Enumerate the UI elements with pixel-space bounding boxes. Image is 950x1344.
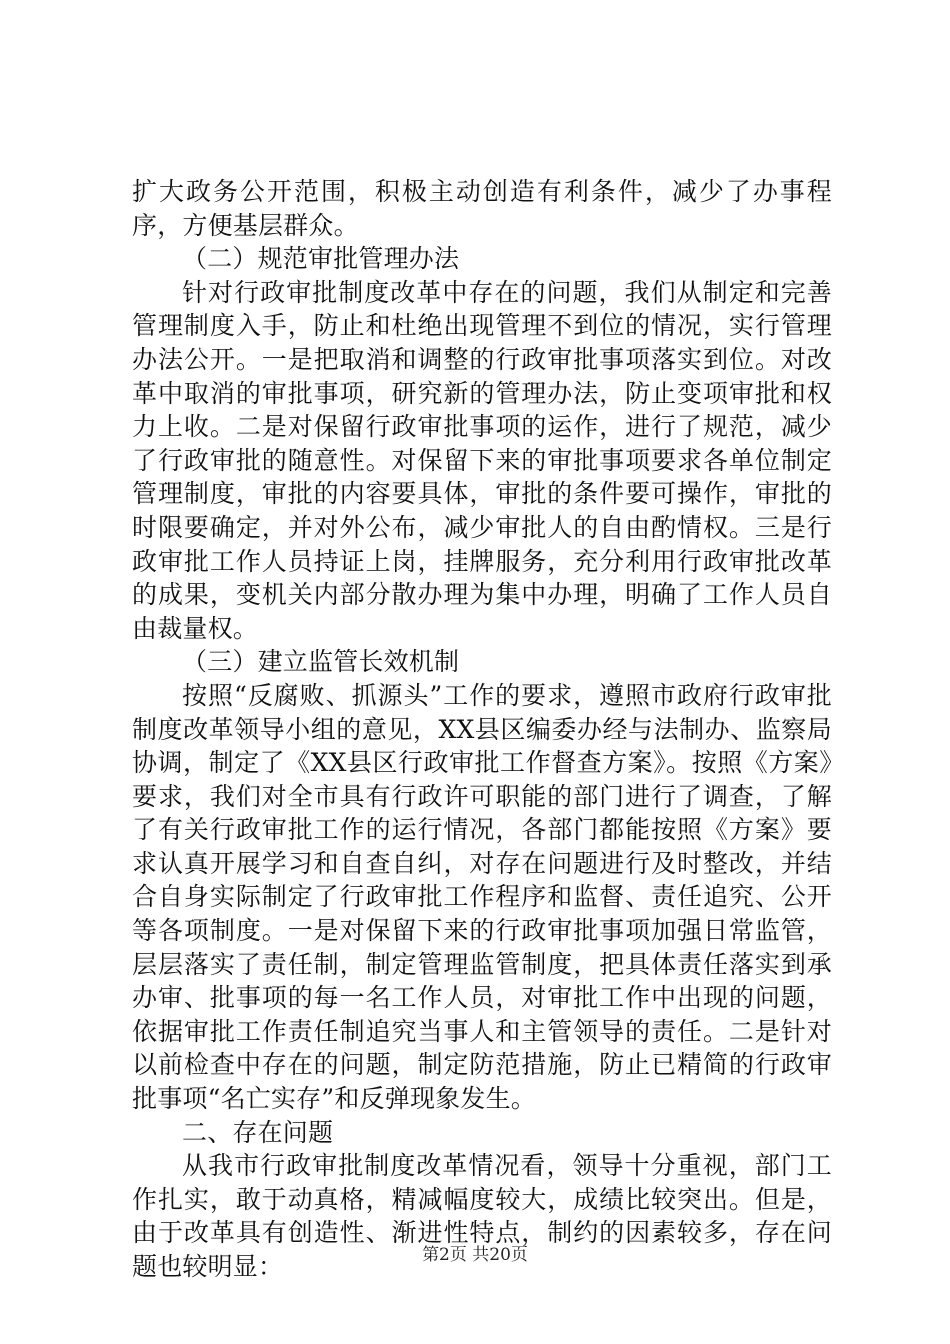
page-number-footer: 第2页 共20页 [422,1245,528,1265]
section-heading-problems: 二、存在问题 [182,1117,334,1147]
paragraph-continuation: 扩大政务公开范围，积极主动创造有利条件，减少了办事程序，方便基层群众。 [132,177,832,240]
document-body [132,175,832,1284]
paragraph-problems-intro: 从我市行政审批制度改革情况看，领导十分重视，部门工作扎实，敢于动真格，精减幅度较大，成绩比较突出。但是，由于改革具有创造性、渐进性特点，制约的因素较多，存在问题也较明显： [132,1151,832,1281]
section-heading-2: （二）规范审批管理办法 [182,244,460,274]
paragraph-approval-management: 针对行政审批制度改革中存在的问题，我们从制定和完善管理制度入手，防止和杜绝出现管理不到位的情况，实行管理办法公开。一是把取消和调整的行政审批事项落实到位。对改革中取消的审批事项，研究新的管理办法，防止变项审批和权力上收。二是对保留行政审批事项的运作，进行了规范，减少了行政审批的随意性。对保留下来的审批事项要求各单位制定管理制度，审批的内容要具体，审批的条件要可操作，审批的时限要确定，并对外公布，减少审批人的自由酌情权。三是行政审批工作人员持证上岗，挂牌服务，充分利用行政审批改革的成果，变机关内部分散办理为集中办理，明确了工作人员自由裁量权。 [132,277,832,643]
paragraph-supervision-mechanism: 按照“反腐败、抓源头”工作的要求，遵照市政府行政审批制度改革领导小组的意见，XX县区编委办经与法制办、监察局协调，制定了《XX县区行政审批工作督查方案》。按照《方案》要求，我们对全市具有行政许可职能的部门进行了调查，了解了有关行政审批工作的运行情况，各部门都能按照《方案》要求认真开展学习和自查自纠，对存在问题进行及时整改，并结合自身实际制定了行政审批工作程序和监督、责任追究、公开等各项制度。一是对保留下来的行政审批事项加强日常监管，层层落实了责任制，制定管理监管制度，把具体责任落实到承办审、批事项的每一名工作人员，对审批工作中出现的问题，依据审批工作责任制追究当事人和主管领导的责任。二是针对以前检查中存在的问题，制定防范措施，防止已精简的行政审批事项“名亡实存”和反弹现象发生。 [132,680,832,1114]
section-heading-3: （三）建立监管长效机制 [182,647,460,677]
